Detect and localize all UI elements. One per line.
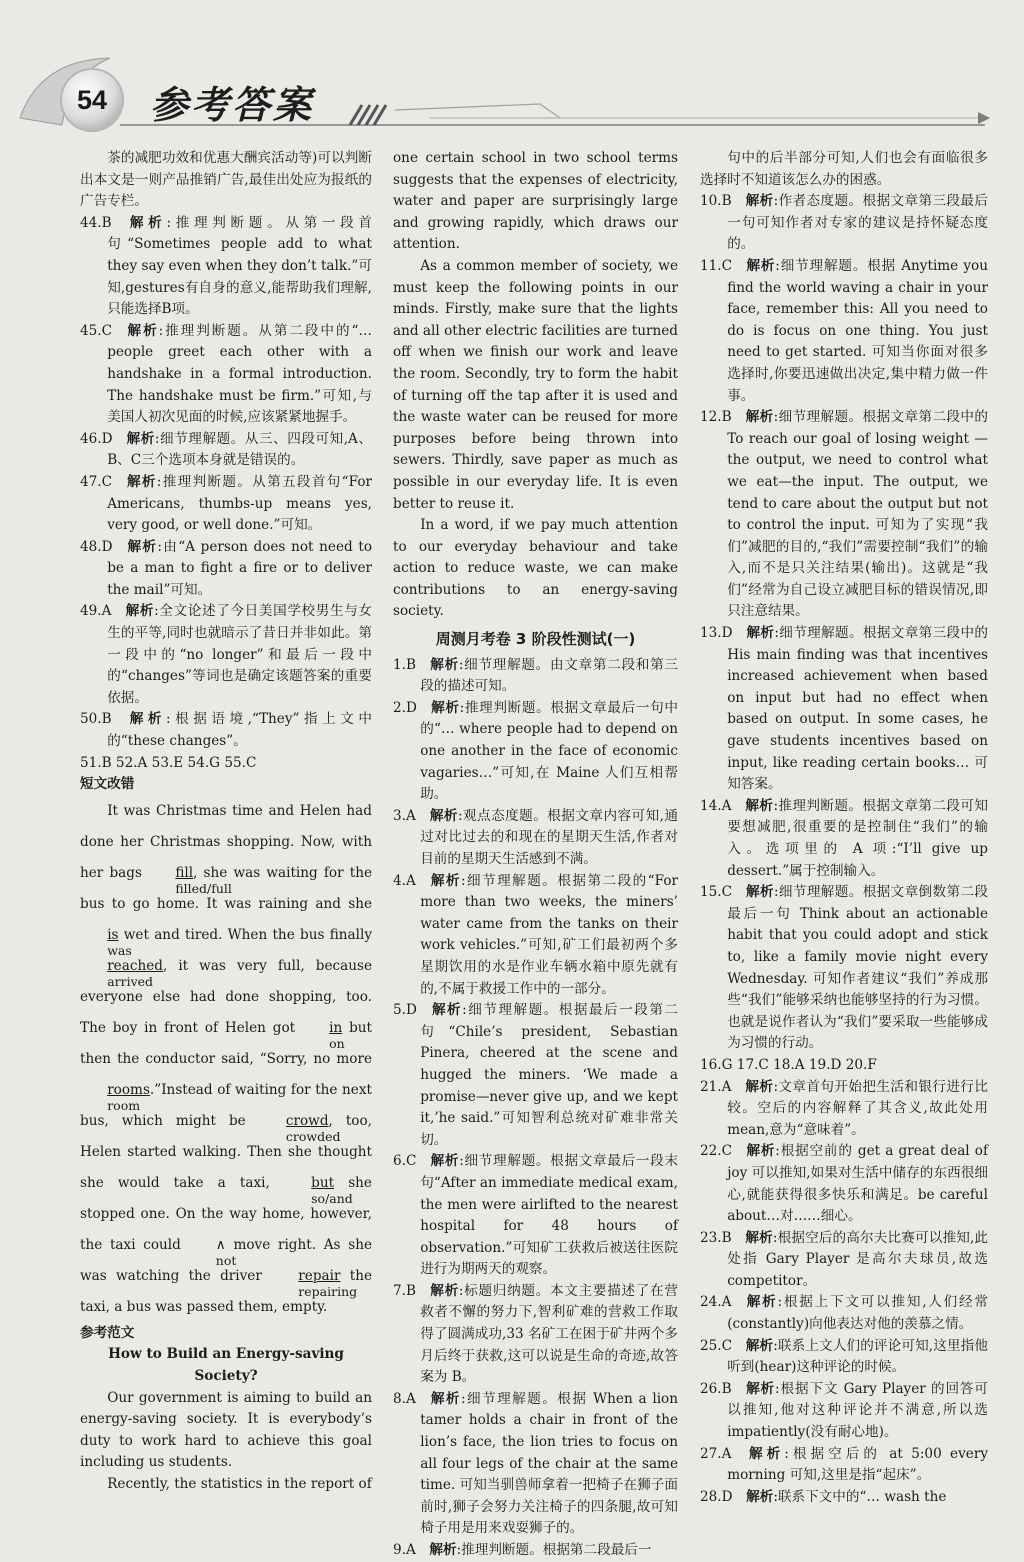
analysis-text: 根据语境,“They”指上文中的“these changes”。: [107, 711, 372, 750]
analysis-label: 解析: [429, 1282, 459, 1299]
analysis-label: 解析: [429, 1390, 461, 1407]
error-word-2: is: [107, 926, 119, 943]
error-word-3: reached: [107, 957, 163, 974]
answer-number: 15.C: [700, 884, 733, 901]
answer-item: 26.B 解析:根据下文 Gary Player 的回答可以推知,他对这种评论并不满意,所以选 impatiently(没有耐心地)。: [700, 1380, 989, 1441]
analysis-label: 解析: [126, 538, 158, 555]
answer-number: 24.A: [700, 1294, 732, 1311]
answers-16-20: 16.G 17.C 18.A 19.D 20.F: [700, 1056, 877, 1073]
answer-item: 24.A 解析:根据上下文可以推知,人们经常(constantly)向他表达对他的羡慕之情。: [700, 1294, 989, 1333]
answer-item: 8.A 解析:细节理解题。根据 When a lion tamer holds a chair in front of the lion’s face, the lion tries to focus on all four legs of the chair at the same time. 可知当驯兽师拿着一把椅子在狮子面前时,狮子会努力关注椅子的四条腿,故可知椅子用是用来戏耍狮子的。: [393, 1390, 679, 1537]
analysis-label: 解析: [430, 1002, 463, 1019]
error-word-1: fill: [175, 864, 194, 881]
page-header: [0, 0, 1024, 150]
correction-1: [148, 858, 232, 896]
correction-8: [189, 1230, 237, 1268]
analysis-label: 解析: [429, 872, 461, 889]
error-text-6: .”Instead of waiting for the next bus, which might be: [80, 1081, 372, 1129]
answer-item: 46.D 解析:细节理解题。从三、四段可知,A、B、C三个选项本身就是错误的。: [80, 430, 372, 469]
error-text-9: move right. As she was watching the driver: [80, 1236, 373, 1284]
fix-word-5: room: [107, 1097, 141, 1113]
essay-paragraph-3: As a common member of society, we must keep the following points in our minds. Firstly, make sure that the lights and all other electric facilities are turned off when we finish our work and leave the room. Secondly, try to form the habit of turning off the tap after it is used and the waste water can be reused for more purposes before being thrown into sewers. Thirdly, save paper as much as possible in our everyday life. It is even better to reuse it.: [393, 257, 678, 512]
analysis-label: 解析: [125, 711, 167, 728]
answer-item: 27.A 解析:根据空后的 at 5:00 every morning 可知,这里是指“起床”。: [700, 1445, 988, 1484]
analysis-text: 根据空后的高尔夫比赛可以推知,此处指 Gary Player 是高尔夫球员,故选 competitor。: [727, 1229, 989, 1289]
analysis-text: 细节理解题。根据文章第三段中的 His main finding was that incentives increased achievement when based on input but had no effect when based on output. In some cases, he gave students incentives based on input, like reading certain books… 可知答案。: [727, 625, 988, 793]
error-word-9: repair: [298, 1267, 341, 1284]
answer-item: 4.A 解析:细节理解题。根据第二段的“For more than two weeks, the miners’ water came from the tanks on their work vehicles.”可知,矿工们最初两个多星期饮用的水是作业车辆水箱中原先就有的,不属于救援工作中的一部分。: [393, 872, 678, 997]
answer-number: 9.A: [393, 1542, 416, 1558]
answer-number: 28.D: [700, 1488, 733, 1505]
analysis-label: 解析: [429, 807, 458, 824]
analysis-text: 推理判断题。根据第二段最后一: [461, 1542, 652, 1558]
test-section-title: 周测月考卷 3 阶段性测试(一): [435, 630, 636, 649]
analysis-text: 作者态度题。根据文章第三段最后一句可知作者对专家的建议是持怀疑态度的。: [727, 193, 989, 253]
answer-number: 7.B: [393, 1282, 416, 1299]
answer-number: 12.B: [700, 409, 732, 426]
answer-number: 6.C: [393, 1153, 417, 1170]
error-correction-text: [80, 796, 372, 1323]
answer-item: 15.C 解析:细节理解题。根据文章倒数第二段最后一句 Think about an actionable habit that you could adopt and stick to, like a family movie night every Wednesday. 可知作者建议“我们”养成那些“我们”能够采纳也能够坚持的行为习惯。也就是说作者认为“我们”要采取一些能够成为习惯的行动。: [700, 884, 989, 1052]
analysis-label: 解析: [125, 473, 157, 490]
answer-item: 50.B 解析:根据语境,“They”指上文中的“these changes”。: [80, 711, 372, 750]
answer-item: 13.D 解析:细节理解题。根据文章第三段中的 His main finding was that incentives increased achievement when based on input but had no effect when based on output. In some cases, he gave students incentives based on input, like reading certain books… 可知答案。: [700, 625, 988, 793]
answer-number: 11.C: [700, 257, 733, 274]
essay-paragraph-2-start: Recently, the statistics in the report of: [107, 1475, 372, 1492]
error-text-10: the taxi, a bus was passed them, empty.: [80, 1267, 373, 1315]
insert-mark-8: ∧: [215, 1236, 226, 1253]
analysis-text: 联系下文中的“… wash the: [777, 1488, 947, 1505]
analysis-text: 推理判断题。根据文章最后一句中的“… where people had to depend on one another in the face of economic vagaries…”可知,在 Maine 人们互相帮助。: [420, 699, 679, 803]
error-word-6: crowd: [285, 1112, 329, 1129]
answer-item: 21.A 解析:文章首句开始把生活和银行进行比较。空后的内容解释了其含义,故此处用 mean,意为“意味着”。: [700, 1078, 989, 1138]
error-text-7: , too, Helen started walking. Then she thought she would take a taxi,: [80, 1112, 372, 1191]
essay-paragraph-1: Our government is aiming to build an energy-saving society. It is everybody’s duty to work hard to achieve this goal including us students.: [80, 1389, 372, 1471]
answer-item: 28.D 解析:联系下文中的“… wash the: [700, 1488, 947, 1505]
answer-list-10-15: [700, 191, 988, 1055]
answer-number: 3.A: [393, 807, 416, 824]
analysis-label: 解析: [125, 603, 155, 620]
analysis-text: 细节理解题。根据文章倒数第二段最后一句 Think about an actionable habit that you could adopt and stick to, like a family movie night every Wednesday. 可知作者建议“我们”养成那些“我们”能够采纳也能够坚持的行为习惯。也就是说作者认为“我们”要采取一些能够成为习惯的行动。: [727, 884, 989, 1052]
error-section-title: 短文改错: [80, 776, 135, 793]
answer-number: 49.A: [80, 603, 112, 620]
analysis-label: 解析: [429, 656, 459, 673]
answer-number: 21.A: [700, 1078, 732, 1095]
error-text-2: , she was waiting for the bus to go home. It was raining and she: [80, 864, 373, 912]
error-text-1: It was Christmas time and Helen had done her Christmas shopping. Now, with her bags: [80, 802, 372, 881]
analysis-text: 细节理解题。由文章第二段和第三段的描述可知。: [420, 656, 678, 695]
continued-text: 句中的后半部分可知,人们也会有面临很多选择时不知道该怎么办的困惑。: [700, 150, 988, 188]
answer-number: 5.D: [393, 1002, 417, 1019]
analysis-text: 联系上文人们的评论可知,这里指他听到(hear)这种评论的时候。: [727, 1337, 988, 1376]
answer-item: 47.C 解析:推理判断题。从第五段首句“For Americans, thumbs-up means yes, very good, or well done.”可知。: [80, 473, 372, 534]
analysis-label: 解析: [745, 1143, 776, 1160]
answer-list-44-50: [80, 213, 372, 753]
analysis-text: 文章首句开始把生活和银行进行比较。空后的内容解释了其含义,故此处用 mean,意为“意味着”。: [727, 1078, 989, 1138]
answer-item: 1.B 解析:细节理解题。由文章第二段和第三段的描述可知。: [393, 656, 678, 695]
answer-number: 27.A: [700, 1445, 732, 1462]
essay-paragraph-4: In a word, if we pay much attention to our everyday behaviour and take action to reduce waste, we can make contributions to an energy-saving society.: [393, 517, 678, 620]
analysis-text: 推理判断题。从第一段首句“Sometimes people add to what they say even when they don’t talk.”可知,gestures有自身的意义,能帮助我们理解,只能选择B项。: [107, 214, 373, 318]
fix-word-9: repairing: [298, 1283, 358, 1299]
analysis-label: 解析: [125, 214, 167, 231]
analysis-text: 根据空前的 get a great deal of joy 可以推知,如果对生活中储存的东西很细心,就能获得很多快乐和满足。be careful about…对……细心。: [727, 1143, 988, 1225]
analysis-label: 解析: [745, 797, 774, 814]
analysis-label: 解析: [745, 409, 774, 426]
error-text-3: wet and tired. When the bus finally: [123, 926, 373, 943]
fix-word-1: filled/full: [175, 880, 232, 896]
analysis-label: 解析: [125, 322, 159, 339]
analysis-text: 根据下文 Gary Player 的回答可以推知,他对这种评论并不满意,所以选 impatiently(没有耐心地)。: [727, 1380, 989, 1441]
answer-item: 10.B 解析:作者态度题。根据文章第三段最后一句可知作者对专家的建议是持怀疑态度的。: [700, 193, 989, 253]
analysis-text: 细节理解题。根据第二段的“For more than two weeks, the miners’ water came from the tanks on their work vehicles.”可知,矿工们最初两个多星期饮用的水是作业车辆水箱中原先就有的,不属于救援工作中的一部分。: [420, 872, 678, 997]
correction-6: [259, 1106, 341, 1144]
answer-item: 2.D 解析:推理判断题。根据文章最后一句中的“… where people had to depend on one another in the face of economic vagaries…”可知,在 Maine 人们互相帮助。: [393, 699, 679, 803]
answer-item: 44.B 解析:推理判断题。从第一段首句“Sometimes people add to what they say even when they don’t talk.”可知,gestures有自身的意义,能帮助我们理解,只能选择B项。: [80, 214, 373, 318]
answer-item: 7.B 解析:标题归纳题。本文主要描述了在营救者不懈的努力下,智利矿难的营救工作取得了圆满成功,33 名矿工在困于矿井两个多月后终于获救,这可以说是生命的奇迹,故答案为 B。: [393, 1282, 678, 1386]
essay-label: 参考范文: [80, 1324, 135, 1341]
answer-item: 3.A 解析:观点态度题。根据文章内容可知,通过对比过去的和现在的星期天生活,作者对目前的星期天生活感到不满。: [393, 807, 678, 867]
answer-number: 10.B: [700, 193, 732, 210]
analysis-text: 根据上下文可以推知,人们经常(constantly)向他表达对他的羡慕之情。: [727, 1294, 989, 1333]
answer-number: 25.C: [700, 1337, 733, 1354]
analysis-label: 解析: [745, 257, 776, 274]
answer-number: 47.C: [80, 473, 113, 490]
correction-2: [80, 920, 132, 958]
fix-word-7: so/and: [311, 1190, 353, 1206]
error-text-5: but then the conductor said, “Sorry, no more: [80, 1019, 372, 1067]
correction-3: [80, 951, 163, 989]
answer-item: 49.A 解析:全文论述了今日美国学校男生与女生的平等,同时也就暗示了昔日并非如此。第一段中的“no longer”和最后一段中的“changes”等词也是确定该题答案的重要依据。: [80, 603, 373, 706]
intro-text: 茶的减肥功效和优惠大酬宾活动等)可以判断出本文是一则产品推销广告,最佳出处应为报纸的广告专栏。: [80, 150, 372, 210]
answer-item: 25.C 解析:联系上文人们的评论可知,这里指他听到(hear)这种评论的时候。: [700, 1337, 988, 1376]
answers-51-55: 51.B 52.A 53.E 54.G 55.C: [80, 754, 257, 771]
answer-number: 44.B: [80, 214, 112, 231]
analysis-label: 解析: [745, 1078, 774, 1095]
answer-number: 1.B: [393, 656, 416, 673]
analysis-label: 解析: [745, 1229, 773, 1246]
analysis-label: 解析: [745, 193, 774, 210]
page-number: 54: [62, 70, 122, 130]
analysis-label: 解析: [746, 1488, 774, 1505]
analysis-text: 推理判断题。从第二段中的“…people greet each other with a handshake in a formal introduction. The handshake must be firm.”可知,与美国人初次见面的时候,应该紧紧地握手。: [107, 322, 373, 426]
answer-number: 2.D: [393, 699, 417, 716]
answer-number: 45.C: [80, 322, 113, 339]
analysis-text: 标题归纳题。本文主要描述了在营救者不懈的努力下,智利矿难的营救工作取得了圆满成功,33 名矿工在困于矿井两个多月后终于获救,这可以说是生命的奇迹,故答案为 B。: [420, 1282, 678, 1386]
answer-number: 13.D: [700, 625, 733, 642]
analysis-label: 解析: [430, 699, 460, 716]
answer-number: 50.B: [80, 711, 112, 728]
answer-item: 6.C 解析:细节理解题。根据文章最后一段末句“After an immediate medical exam, the men were airlifted to the nearest hospital for 48 hours of observation.”可知矿工获救后被送往医院进行为期两天的观察。: [393, 1153, 679, 1278]
analysis-text: 细节理解题。根据 Anytime you find the world waving a chair in your face, remember this: All you need to do is focus on one thing. You just need to get started. 可知当你面对很多选择时,你要迅速做出决定,集中精力做一件事。: [727, 257, 988, 404]
analysis-text: 观点态度题。根据文章内容可知,通过对比过去的和现在的星期天生活,作者对目前的星期天生活感到不满。: [420, 807, 678, 867]
fix-word-4: on: [329, 1035, 345, 1051]
analysis-label: 解析: [429, 1153, 460, 1170]
analysis-label: 解析: [745, 1294, 778, 1311]
fix-word-8: not: [215, 1252, 237, 1268]
answer-number: 4.A: [393, 872, 416, 889]
answer-list-21-28: [700, 1077, 988, 1509]
column-2: [393, 148, 678, 1562]
analysis-label: 解析: [746, 625, 775, 642]
correction-7: [284, 1168, 353, 1206]
answer-item: 11.C 解析:细节理解题。根据 Anytime you find the world waving a chair in your face, remember this: All you need to do is focus on one thing. You just need to get started. 可知当你面对很多选择时,你要迅速做出决定,集中精力做一件事。: [700, 257, 988, 404]
answer-item: 5.D 解析:细节理解题。根据最后一段第二句“Chile’s president, Sebastian Pinera, cheered at the scene and hugged the miners. ‘We made a promise—never give up, and we kept it,’he said.”可知智利总统对矿难非常关切。: [393, 1002, 679, 1148]
essay-paragraph-2-end: one certain school in two school terms suggests that the expenses of electricity, water and paper are surprisingly large and growing rapidly, which draws our attention.: [393, 150, 678, 253]
analysis-text: 全文论述了今日美国学校男生与女生的平等,同时也就暗示了昔日并非如此。第一段中的“no longer”和最后一段中的“changes”等词也是确定该题答案的重要依据。: [107, 603, 373, 706]
answer-number: 48.D: [80, 538, 113, 555]
page-title: 参考答案: [150, 83, 315, 127]
analysis-text: 细节理解题。根据最后一段第二句“Chile’s president, Sebastian Pinera, cheered at the scene and hugged the miners. ‘We made a promise—never give up, and we kept it,’he said.”可知智利总统对矿难非常关切。: [420, 1002, 679, 1148]
fix-word-2: was: [107, 942, 132, 958]
answer-item: 14.A 解析:推理判断题。根据文章第二段可知要想减肥,很重要的是控制住“我们”的输入。选项里的 A 项:“I’ll give up dessert.”属于控制输入。: [700, 797, 989, 879]
answer-number: 26.B: [700, 1380, 732, 1397]
answer-number: 14.A: [700, 797, 732, 814]
fix-word-6: crowded: [285, 1128, 341, 1144]
answer-number: 46.D: [80, 430, 113, 447]
essay-title: How to Build an Energy-saving Society?: [108, 1346, 344, 1384]
analysis-label: 解析: [745, 1380, 776, 1397]
analysis-text: 细节理解题。从三、四段可知,A、B、C三个选项本身就是错误的。: [107, 430, 372, 469]
correction-5: [80, 1075, 150, 1113]
analysis-text: 推理判断题。从第五段首句“For Americans, thumbs-up means yes, very good, or well done.”可知。: [107, 473, 372, 534]
answer-number: 22.C: [700, 1143, 733, 1160]
error-word-4: in: [329, 1019, 343, 1036]
analysis-label: 解析: [745, 1445, 785, 1462]
answer-item: 45.C 解析:推理判断题。从第二段中的“…people greet each other with a handshake in a formal introduction. The handshake must be firm.”可知,与美国人初次见面的时候,应该紧紧地握手。: [80, 322, 373, 426]
answer-item: 22.C 解析:根据空前的 get a great deal of joy 可以推知,如果对生活中储存的东西很细心,就能获得很多快乐和满足。be careful about…对……细心。: [700, 1143, 988, 1225]
analysis-text: 细节理解题。根据文章最后一段末句“After an immediate medical exam, the men were airlifted to the nearest hospital for 48 hours of observation.”可知矿工获救后被送往医院进行为期两天的观察。: [420, 1153, 679, 1278]
analysis-label: 解析: [429, 1542, 457, 1558]
analysis-text: 细节理解题。根据 When a lion tamer holds a chair in front of the lion’s face, the lion tries to focus on all four legs of the chair at the same time. 可知当驯兽师拿着一把椅子在狮子面前时,狮子会努力关注椅子的四条腿,故可知椅子用是用来戏耍狮子的。: [420, 1390, 679, 1537]
answer-number: 23.B: [700, 1229, 732, 1246]
analysis-label: 解析: [126, 430, 155, 447]
answer-list-1-9: [393, 655, 678, 1562]
error-word-7: but: [311, 1174, 335, 1191]
correction-9: [271, 1261, 358, 1299]
answer-item: 48.D 解析:由“A person does not need to be a man to fight a fire or to deliver the mail”可知。: [80, 538, 372, 598]
answer-item: 12.B 解析:细节理解题。根据文章第二段中的 To reach our goal of losing weight — the output, we need to control what we eat—the input. The output, we tend to care about the output but not to control the input. 可知为了实现“我们”减肥的目的,“我们”需要控制“我们”的输入,而不是只关注结果(输出)。这就是“我们”经常为自己设立减肥目标的错误情况,即只注意结果。: [700, 409, 989, 620]
analysis-text: 根据空后的 at 5:00 every morning 可知,这里是指“起床”。: [727, 1445, 988, 1484]
analysis-text: 推理判断题。根据文章第二段可知要想减肥,很重要的是控制住“我们”的输入。选项里的 A 项:“I’ll give up dessert.”属于控制输入。: [727, 797, 989, 879]
column-3: [700, 148, 988, 1508]
analysis-text: 由“A person does not need to be a man to fight a fire or to deliver the mail”可知。: [107, 538, 372, 598]
column-1: [80, 148, 372, 1496]
analysis-label: 解析: [745, 1337, 774, 1354]
error-word-5: rooms: [107, 1081, 150, 1098]
answer-number: 8.A: [393, 1390, 416, 1407]
answer-item: 23.B 解析:根据空后的高尔夫比赛可以推知,此处指 Gary Player 是高尔夫球员,故选 competitor。: [700, 1229, 989, 1289]
analysis-label: 解析: [745, 884, 774, 901]
error-text-8: she stopped one. On the way home, however, the taxi could: [80, 1174, 372, 1253]
correction-4: [302, 1013, 345, 1051]
error-text-4: , it was very full, because everyone else had done shopping, too. The boy in front of Helen got: [80, 957, 372, 1036]
fix-word-3: arrived: [107, 973, 154, 989]
answer-item: 9.A 解析:推理判断题。根据第二段最后一: [393, 1542, 652, 1558]
analysis-text: 细节理解题。根据文章第二段中的 To reach our goal of losing weight — the output, we need to control what we eat—the input. The output, we tend to care about the output but not to control the input. 可知为了实现“我们”减肥的目的,“我们”需要控制“我们”的输入,而不是只关注结果(输出)。这就是“我们”经常为自己设立减肥目标的错误情况,即只注意结果。: [727, 409, 989, 620]
